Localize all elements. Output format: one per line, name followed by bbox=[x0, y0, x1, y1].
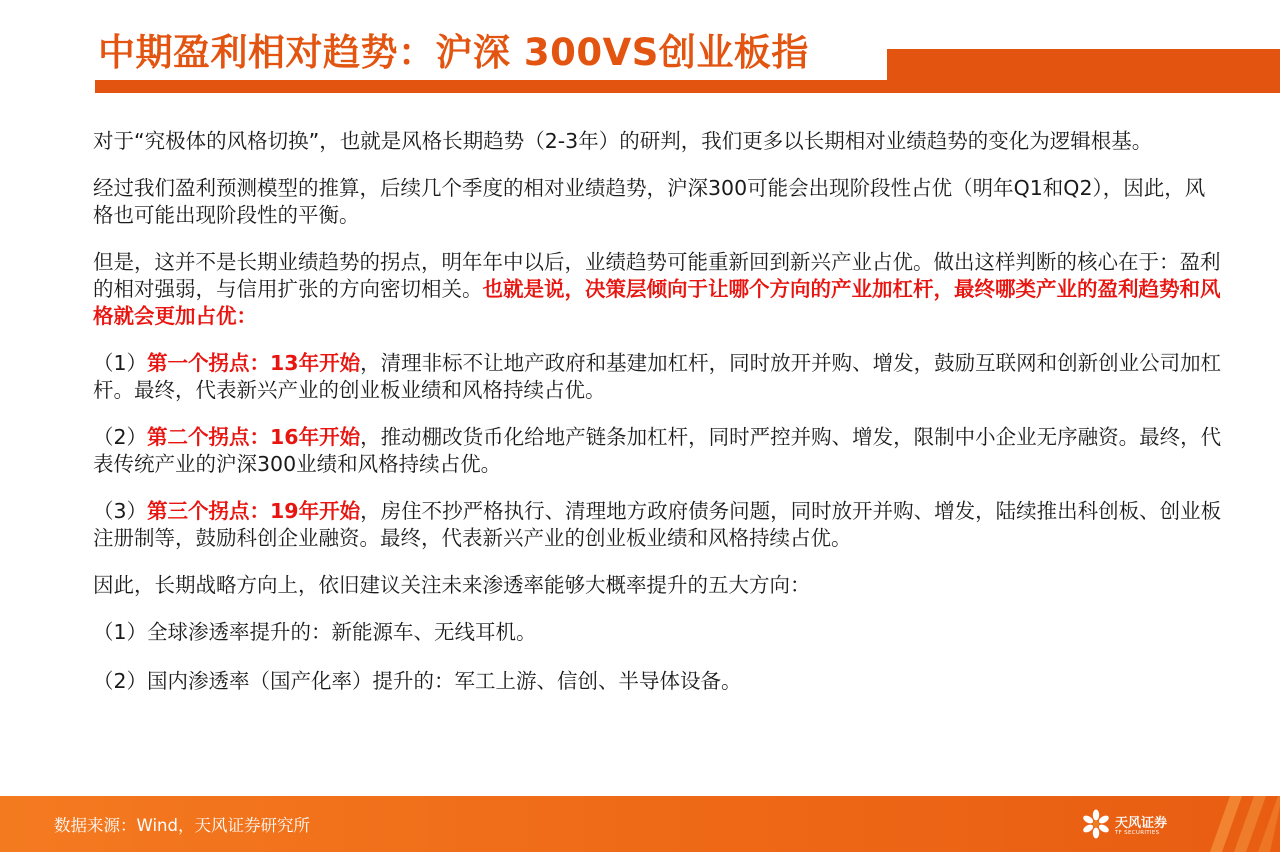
paragraph-forecast: 经过我们盈利预测模型的推算，后续几个季度的相对业绩趋势，沪深300可能会出现阶段性占优（明年Q1和Q2），因此，风格也可能出现阶段性的平衡。 bbox=[93, 176, 1206, 227]
paragraph-strategy: 因此，长期战略方向上，依旧建议关注未来渗透率能够大概率提升的五大方向： bbox=[93, 573, 811, 597]
direction-item: （2）国内渗透率（国产化率）提升的：军工上游、信创、半导体设备。 bbox=[93, 669, 742, 693]
core-judgement-text: 但是，这并不是长期业绩趋势的拐点，明年年中以后，业绩趋势可能重新回到新兴产业占优。做出这样判断的核心在于：盈利的相对强弱，与信用扩张的方向密切相关。 bbox=[93, 250, 1221, 301]
core-judgement-highlight: 也就是说，决策层倾向于让哪个方向的产业加杠杆，最终哪类产业的盈利趋势和风格就会更加占优： bbox=[93, 277, 1221, 328]
inflection-text: ，房住不抄严格执行、清理地方政府债务问题，同时放开并购、增发，陆续推出科创板、创业板注册制等，鼓励科创企业融资。最终，代表新兴产业的创业板业绩和风格持续占优。 bbox=[93, 499, 1222, 550]
inflection-prefix: （2） bbox=[93, 425, 148, 449]
page-title: 中期盈利相对趋势：沪深 300VS创业板指 bbox=[98, 31, 809, 74]
inflection-highlight: 第三个拐点：19年开始 bbox=[147, 499, 361, 523]
footer-bar bbox=[0, 796, 1280, 852]
inflection-highlight: 第一个拐点：13年开始 bbox=[147, 351, 361, 375]
inflection-point-item bbox=[93, 498, 1223, 552]
decorative-stripes bbox=[1200, 796, 1280, 852]
direction-item: （1）全球渗透率提升的：新能源车、无线耳机。 bbox=[93, 620, 537, 644]
company-logo bbox=[1080, 808, 1190, 842]
inflection-prefix: （1） bbox=[93, 351, 148, 375]
slide-body bbox=[93, 128, 1223, 717]
inflection-text: ，清理非标不让地产政府和基建加杠杆，同时放开并购、增发，鼓励互联网和创新创业公司加杠杆。最终，代表新兴产业的创业板业绩和风格持续占优。 bbox=[93, 351, 1222, 402]
data-source-note: 数据来源：Wind，天风证券研究所 bbox=[54, 816, 310, 835]
title-accent-bar bbox=[887, 49, 1280, 93]
inflection-prefix: （3） bbox=[93, 499, 148, 523]
inflection-text: ，推动棚改货币化给地产链条加杠杆，同时严控并购、增发，限制中小企业无序融资。最终，代表传统产业的沪深300业绩和风格持续占优。 bbox=[93, 425, 1222, 476]
logo-name-en: TF SECURITIES bbox=[1115, 830, 1160, 836]
paragraph-core-judgement bbox=[93, 249, 1223, 330]
inflection-point-item bbox=[93, 424, 1223, 478]
paragraph-intro: 对于“究极体的风格切换”，也就是风格长期趋势（2-3年）的研判，我们更多以长期相对业绩趋势的变化为逻辑根基。 bbox=[93, 129, 1153, 153]
logo-name-cn: 天风证券 bbox=[1115, 816, 1168, 831]
inflection-point-item bbox=[93, 350, 1223, 404]
inflection-highlight: 第二个拐点：16年开始 bbox=[147, 425, 361, 449]
flower-logo-icon bbox=[1080, 808, 1112, 840]
